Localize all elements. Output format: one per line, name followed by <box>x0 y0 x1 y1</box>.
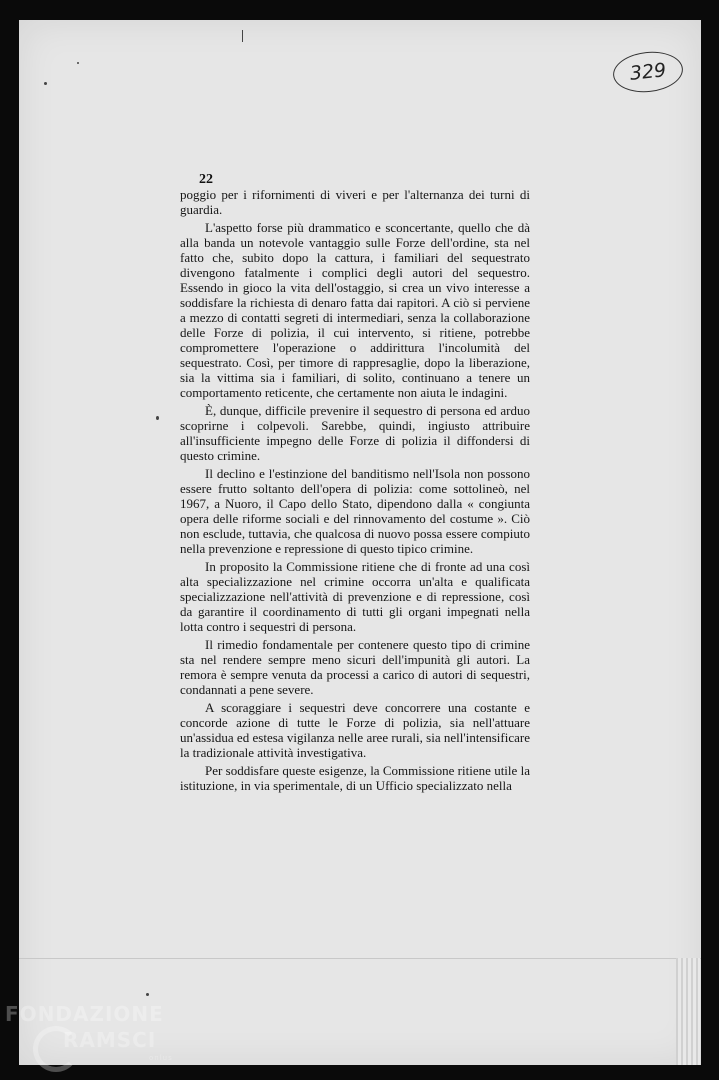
dust-speck <box>242 30 243 42</box>
paragraph-1: poggio per i rifornimenti di viveri e per l'alternanza dei turni di guardia. <box>180 187 530 217</box>
paragraph-7: A scoraggiare i sequestri deve concorrere una costante e concorde azione di tutte le Forze di polizia, sia nell'attuare un'assidua ed estesa vigilanza nelle aree rurali, sia nell'intensificare la tradizionale attività investigativa. <box>180 700 530 760</box>
paragraph-6: Il rimedio fondamentale per contenere questo tipo di crimine sta nel rendere sempre meno sicuri dell'impunità gli autori. La remora è sempre venuta da processi a carico di autori di sequestri, condannati a pene severe. <box>180 637 530 697</box>
dust-speck <box>77 62 79 64</box>
watermark-sub: onlus <box>149 1054 173 1062</box>
page-fold-line <box>19 958 701 959</box>
body-text <box>180 173 530 796</box>
paragraph-4: Il declino e l'estinzione del banditismo nell'Isola non possono essere frutto soltanto dell'opera di polizia: come sottolineò, nel 1967, a Nuoro, il Capo dello Stato, dipendono dalla « congiunta opera delle riforme sociali e del rinnovamento del costume ». Ciò non esclude, tuttavia, che qualcosa di nuovo possa essere compiuto nella prevenzione e repressione di questo tipico crimine. <box>180 466 530 556</box>
dust-speck <box>156 416 159 420</box>
fondazione-gramsci-watermark <box>3 1000 183 1078</box>
archive-number: 329 <box>628 59 668 85</box>
paragraph-2: L'aspetto forse più drammatico e sconcertante, quello che dà alla banda un notevole vantaggio sulle Forze dell'ordine, sta nel fatto che, subito dopo la cattura, i familiari del sequestrato divengono fatalmente i complici degli autori del sequestro. Essendo in gioco la vita dell'ostaggio, si crea un vivo interesse a soddisfare la richiesta di denaro fatta dai rapitori. A ciò si perviene a mezzo di contatti segreti di intermediari, senza la collaborazione delle Forze di polizia, il cui intervento, si ritiene, potrebbe compromettere l'operazione o addirittura l'incolumità del sequestrato. Così, per timore di rappresaglie, dopo la liberazione, sia la vittima sia i familiari, di solito, continuano a tenere un comportamento reticente, che certamente non aiuta le indagini. <box>180 220 530 400</box>
dust-speck <box>146 993 149 996</box>
dust-speck <box>44 82 47 85</box>
paragraph-5: In proposito la Commissione ritiene che di fronte ad una così alta specializzazione nel crimine occorra un'alta e qualificata specializzazione nell'attività di prevenzione e di repressione, così da garantire il coordinamento di tutti gli organi impegnati nella lotta contro i sequestri di persona. <box>180 559 530 634</box>
page-number: 22 <box>199 172 213 187</box>
paragraph-8: Per soddisfare queste esigenze, la Commissione ritiene utile la istituzione, in via sperimentale, di un Ufficio specializzato nella <box>180 763 530 793</box>
watermark-line-2: RAMSCI <box>63 1028 157 1052</box>
paragraph-3: È, dunque, difficile prevenire il sequestro di persona ed arduo scoprirne i colpevoli. Sarebbe, quindi, ingiusto attribuire all'insufficiente impegno delle Forze di polizia il diffondersi di questo crimine. <box>180 403 530 463</box>
watermark-line-1: FONDAZIONE <box>5 1002 164 1026</box>
page-edge-strip <box>676 958 700 1065</box>
